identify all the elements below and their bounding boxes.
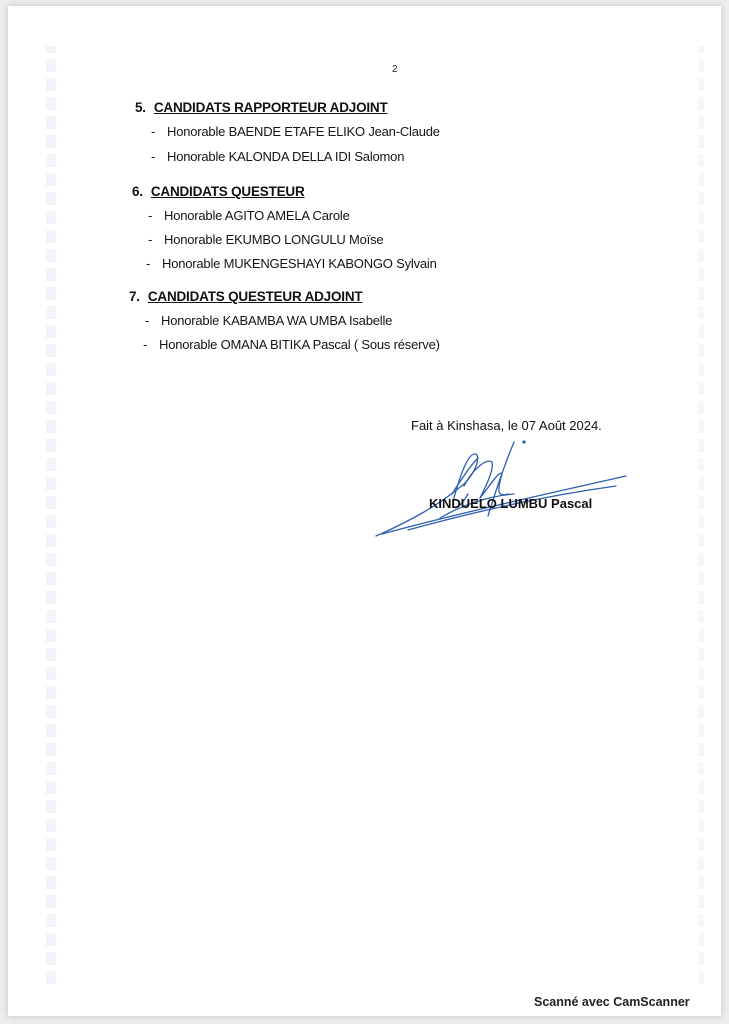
candidate-name: Honorable EKUMBO LONGULU Moïse (164, 232, 384, 247)
bullet-dash: - (148, 208, 153, 223)
scan-artifact-right (698, 46, 704, 986)
section-number: 6. (132, 184, 143, 199)
list-item (151, 124, 440, 139)
bullet-dash: - (151, 149, 156, 164)
list-item (145, 313, 392, 328)
candidate-name: Honorable MUKENGESHAYI KABONGO Sylvain (162, 256, 437, 271)
page-number: 2 (392, 64, 398, 75)
scan-artifact-left (46, 46, 56, 986)
signatory-name: KINDUELO LUMBU Pascal (429, 496, 593, 511)
section-number: 5. (135, 100, 146, 115)
bullet-dash: - (143, 337, 148, 352)
list-item (146, 256, 437, 271)
bullet-dash: - (148, 232, 153, 247)
handwritten-signature (368, 436, 638, 546)
section-heading (132, 184, 305, 199)
section-title: CANDIDATS QUESTEUR (150, 184, 305, 199)
list-item (148, 232, 383, 247)
bullet-dash: - (145, 313, 150, 328)
list-item (143, 337, 440, 352)
bullet-dash: - (151, 124, 156, 139)
bullet-dash: - (146, 256, 151, 271)
section-number: 7. (129, 289, 140, 304)
document-page (8, 6, 721, 1016)
section-title: CANDIDATS RAPPORTEUR ADJOINT (153, 100, 388, 115)
section-heading (129, 289, 362, 304)
list-item (151, 149, 404, 164)
section-heading (135, 100, 388, 115)
candidate-name: Honorable OMANA BITIKA Pascal ( Sous réserve) (159, 337, 440, 352)
candidate-name: Honorable AGITO AMELA Carole (164, 208, 350, 223)
section-title: CANDIDATS QUESTEUR ADJOINT (147, 289, 363, 304)
candidate-name: Honorable BAENDE ETAFE ELIKO Jean-Claude (167, 124, 440, 139)
candidate-name: Honorable KABAMBA WA UMBA Isabelle (161, 313, 393, 328)
list-item (148, 208, 350, 223)
scanner-watermark: Scanné avec CamScanner (534, 995, 690, 1009)
place-date: Fait à Kinshasa, le 07 Août 2024. (411, 418, 602, 433)
candidate-name: Honorable KALONDA DELLA IDI Salomon (167, 149, 405, 164)
